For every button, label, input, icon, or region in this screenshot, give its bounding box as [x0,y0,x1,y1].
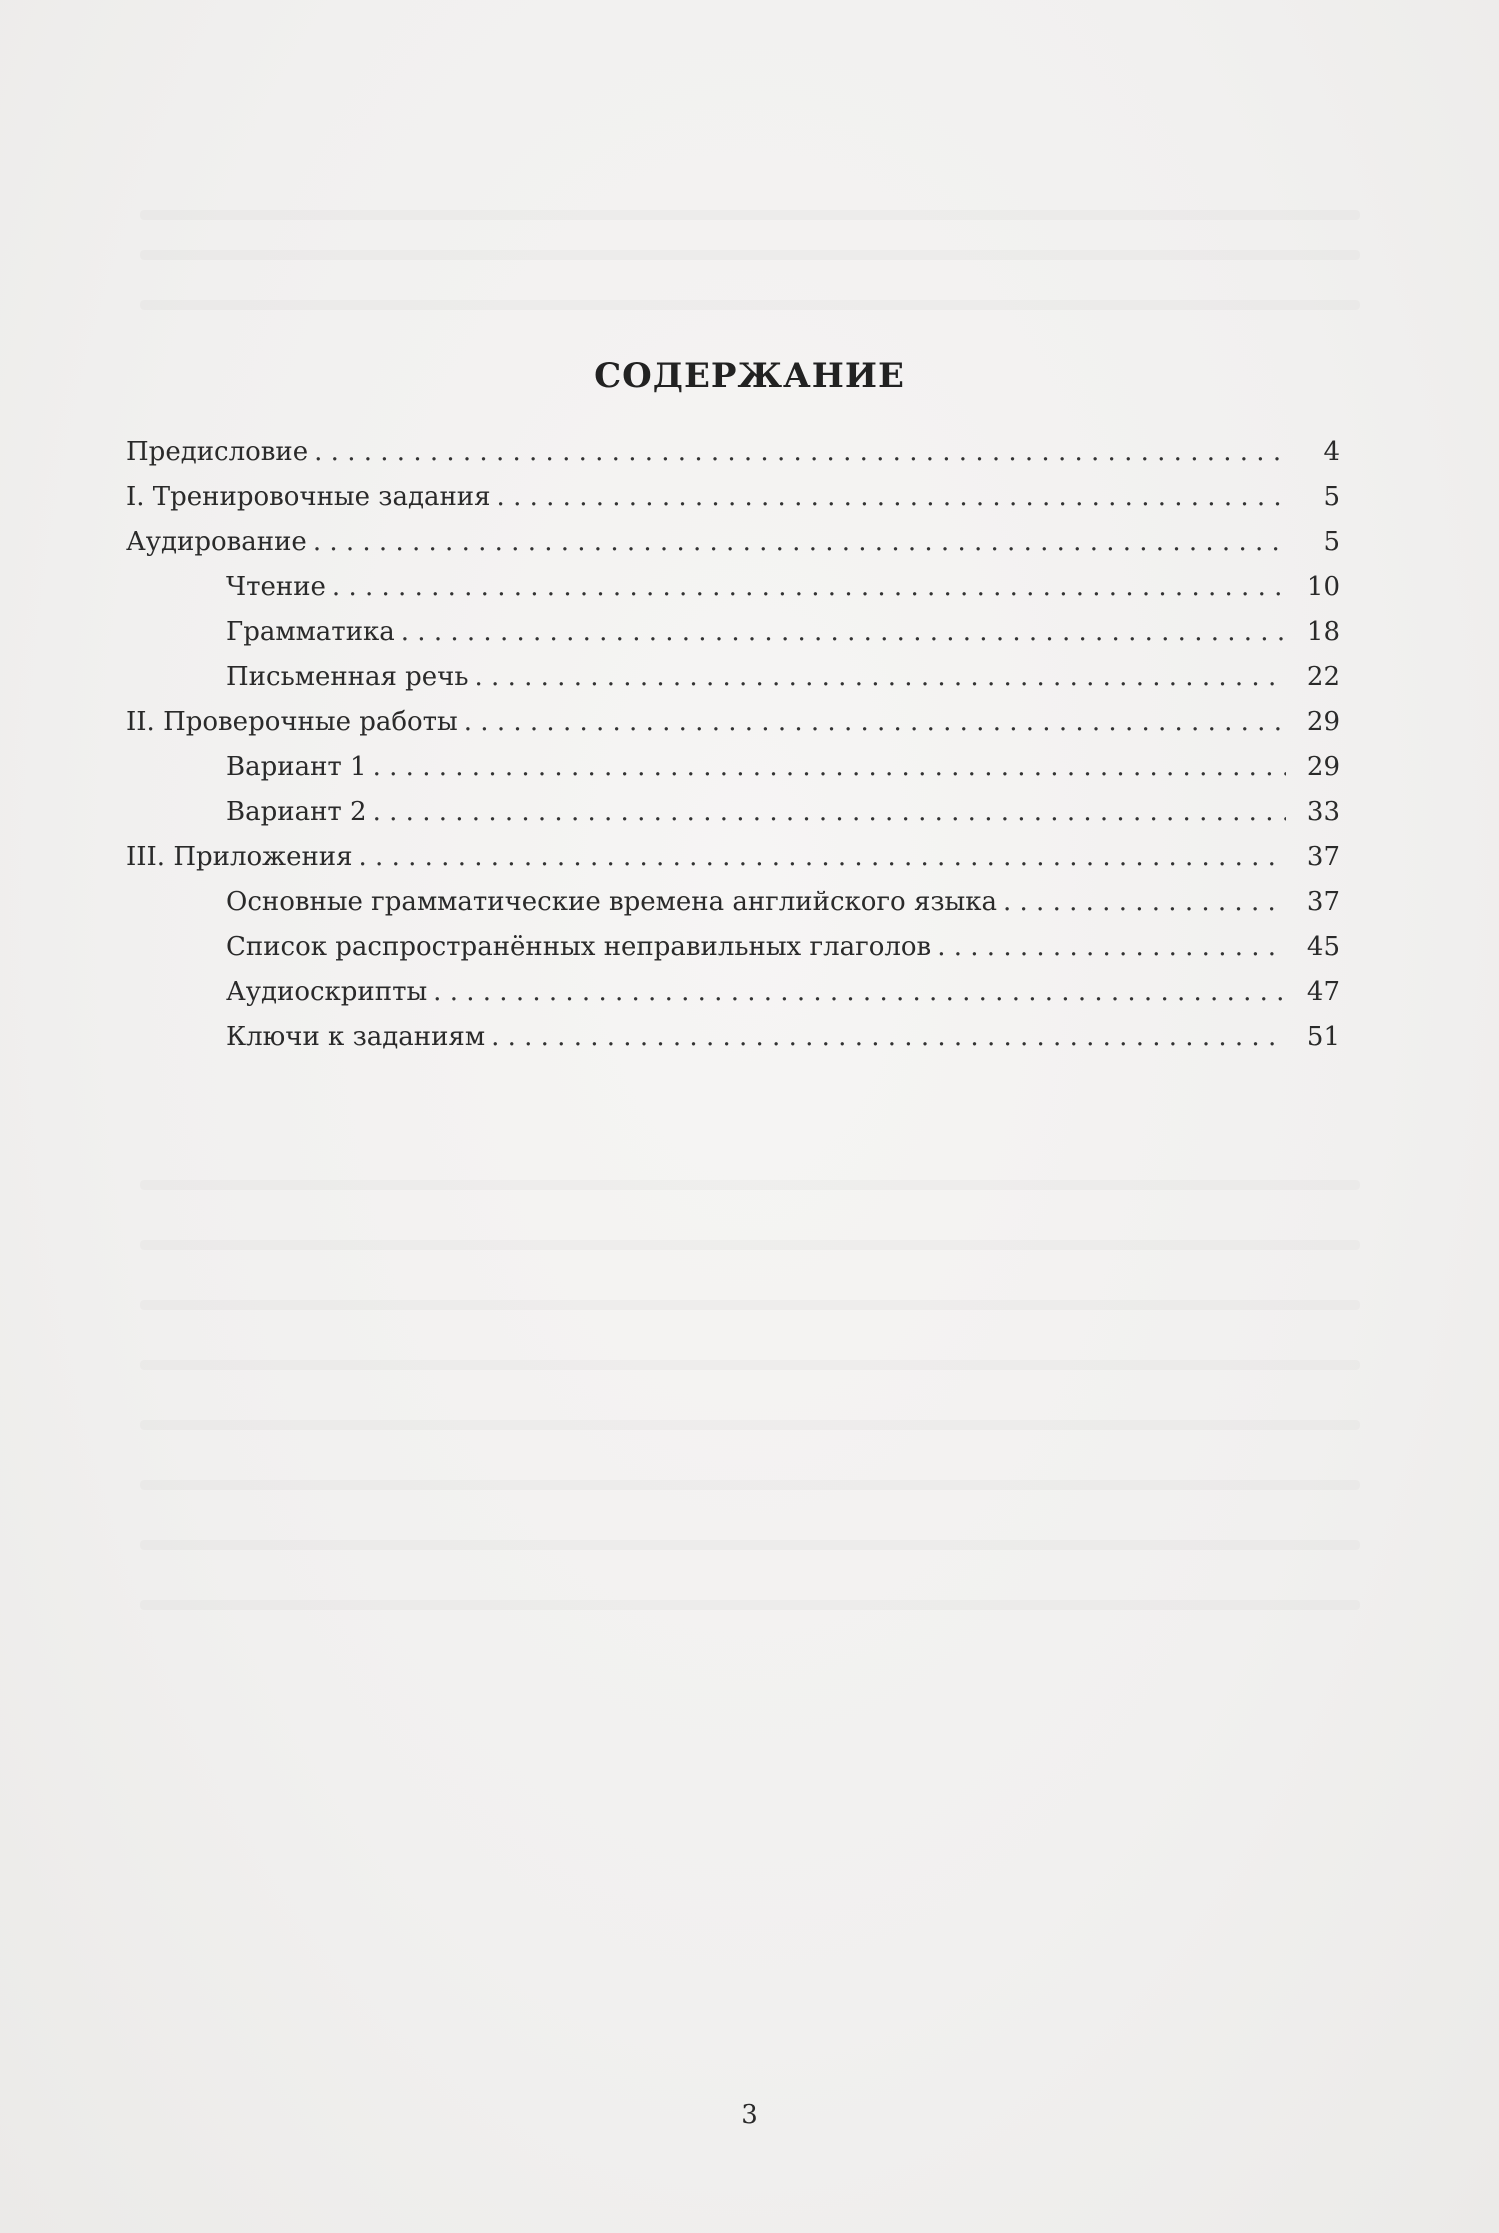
toc-entry [126,475,1340,520]
show-through-text [140,1480,1360,1490]
toc-entry [126,655,1340,700]
toc-entry-page: 22 [1306,662,1340,692]
toc-dot-leader [359,835,1286,880]
toc-entry-page: 51 [1306,1022,1340,1052]
toc-entry [126,430,1340,475]
toc-dot-leader [373,790,1286,835]
toc-entry-label: Чтение [226,572,326,602]
toc-dot-leader [497,475,1286,520]
toc-entry [126,790,1340,835]
toc-entry-label: Грамматика [226,617,395,647]
toc-dot-leader [314,430,1286,475]
show-through-text [140,1540,1360,1550]
toc-entry [126,880,1340,925]
toc-entry-label: Аудиоскрипты [226,977,428,1007]
table-of-contents [126,430,1340,1060]
toc-entry-page: 29 [1306,707,1340,737]
toc-dot-leader [1003,880,1286,925]
show-through-text [140,250,1360,260]
toc-entry [126,745,1340,790]
toc-entry [126,565,1340,610]
toc-entry-label: III. Приложения [126,842,353,872]
toc-entry-label: Ключи к заданиям [226,1022,486,1052]
show-through-text [140,1600,1360,1610]
toc-entry-label: Письменная речь [226,662,469,692]
show-through-text [140,1420,1360,1430]
toc-entry-page: 10 [1306,572,1340,602]
toc-entry-label: I. Тренировочные задания [126,482,491,512]
toc-entry-page: 5 [1323,482,1340,512]
toc-entry-page: 33 [1306,797,1340,827]
toc-entry [126,925,1340,970]
toc-entry [126,700,1340,745]
toc-entry [126,520,1340,565]
toc-dot-leader [491,1015,1286,1060]
toc-dot-leader [937,925,1286,970]
toc-dot-leader [464,700,1286,745]
show-through-text [140,210,1360,220]
toc-entry-page: 45 [1306,932,1340,962]
toc-entry-page: 29 [1306,752,1340,782]
toc-entry [126,610,1340,655]
toc-entry-label: Предисловие [126,437,309,467]
toc-dot-leader [373,745,1286,790]
toc-dot-leader [401,610,1286,655]
toc-entry [126,835,1340,880]
show-through-text [140,1300,1360,1310]
toc-entry-page: 37 [1306,842,1340,872]
toc-entry-label: Список распространённых неправильных глаголов [226,932,932,962]
toc-entry-label: Вариант 1 [226,752,367,782]
toc-entry-label: Основные грамматические времена английского языка [226,887,997,917]
toc-entry-label: II. Проверочные работы [126,707,458,737]
toc-dot-leader [475,655,1286,700]
show-through-text [140,1360,1360,1370]
toc-entry-label: Вариант 2 [226,797,367,827]
toc-dot-leader [332,565,1286,610]
toc-entry [126,1015,1340,1060]
show-through-text [140,300,1360,310]
toc-dot-leader [433,970,1286,1015]
toc-entry-page: 37 [1306,887,1340,917]
show-through-text [140,1180,1360,1190]
toc-dot-leader [313,520,1286,565]
page-title: СОДЕРЖАНИЕ [594,356,905,396]
toc-entry-page: 4 [1323,437,1340,467]
show-through-text [140,1240,1360,1250]
toc-entry-label: Аудирование [126,527,307,557]
page-number: 3 [741,2100,758,2130]
toc-entry-page: 5 [1323,527,1340,557]
toc-entry-page: 18 [1306,617,1340,647]
toc-entry-page: 47 [1306,977,1340,1007]
toc-entry [126,970,1340,1015]
